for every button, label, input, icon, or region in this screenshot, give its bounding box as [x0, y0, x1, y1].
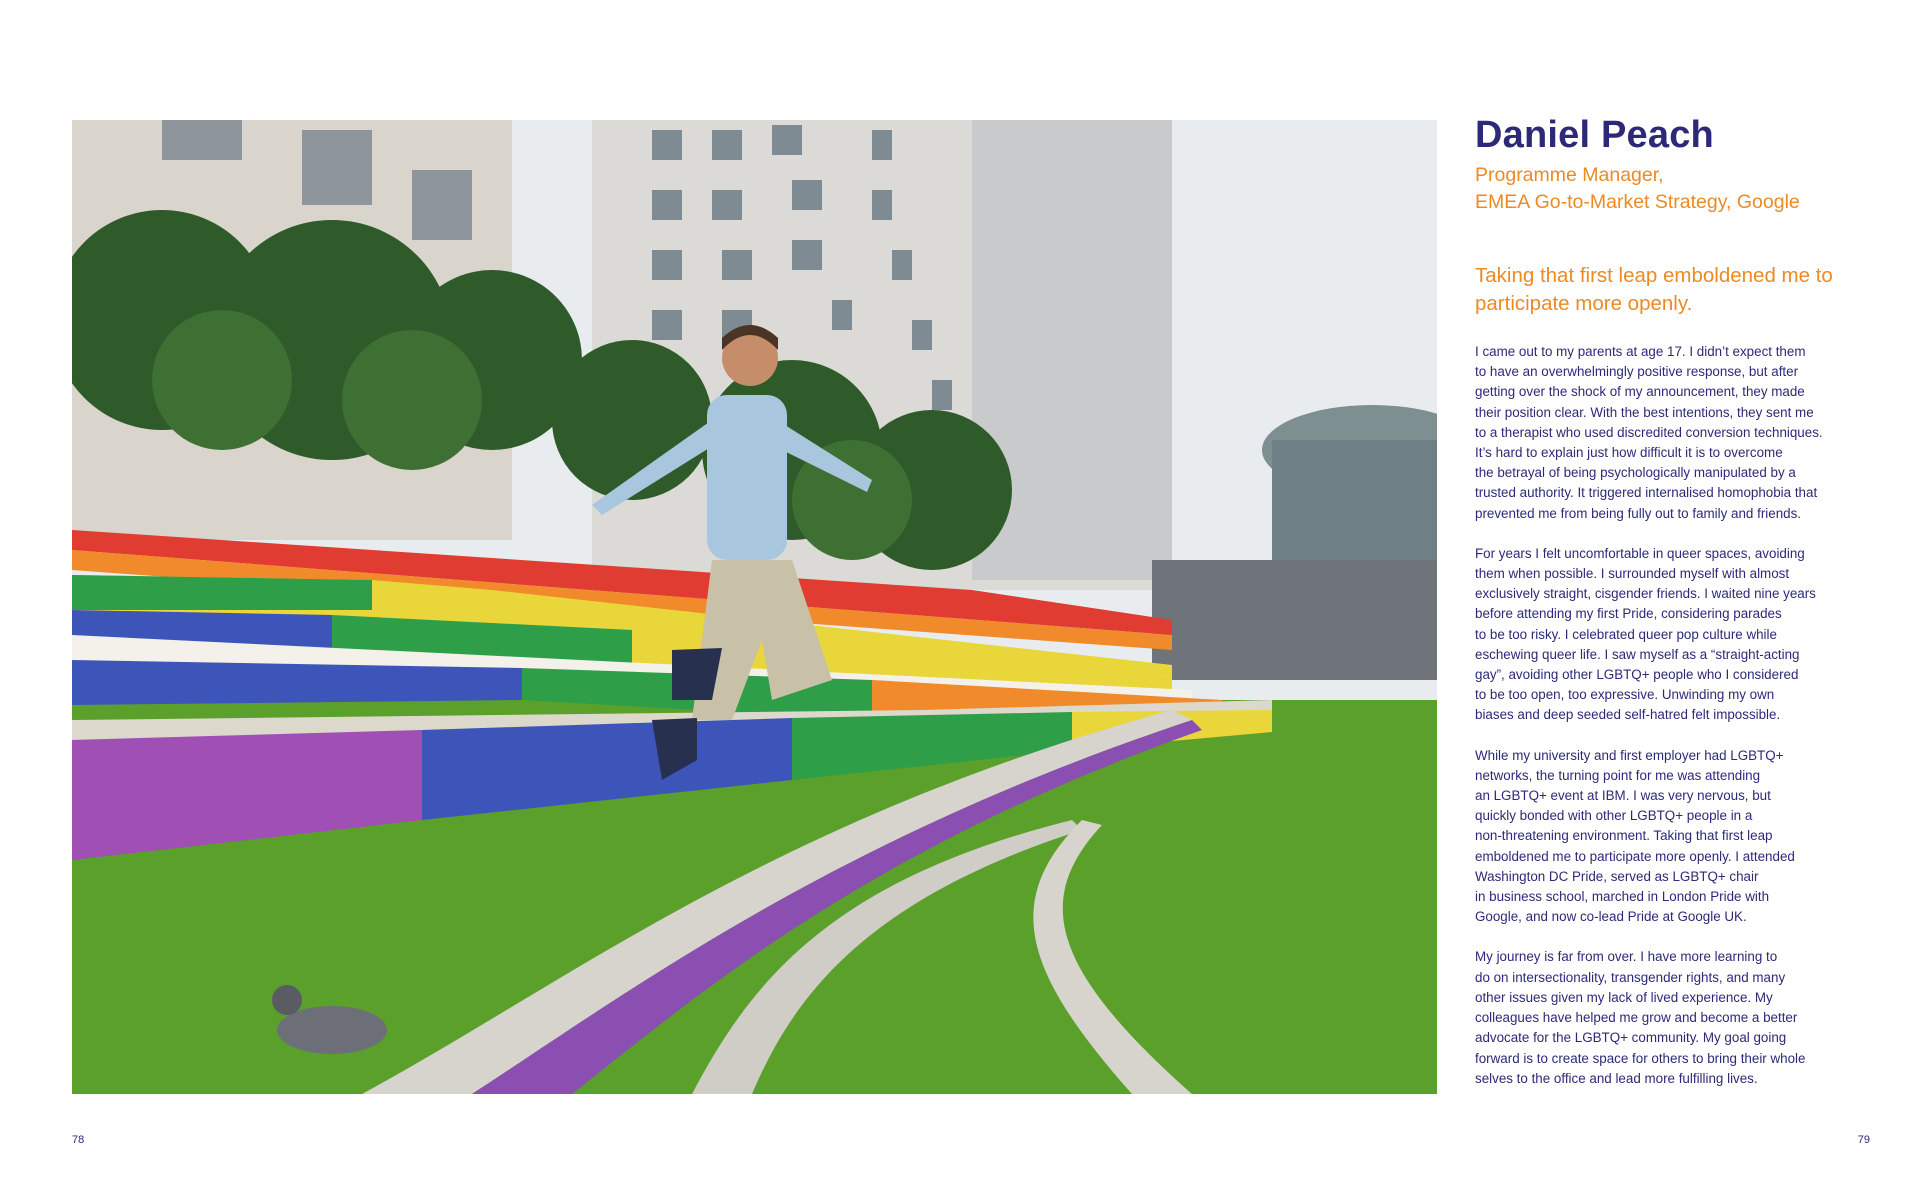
- photo-illustration: [72, 120, 1437, 1094]
- role-line: EMEA Go-to-Market Strategy, Google: [1475, 191, 1800, 213]
- body-line: emboldened me to participate more openly. I attended: [1475, 848, 1795, 864]
- body-paragraph: [1475, 947, 1895, 1088]
- body-line: getting over the shock of my announcement, they made: [1475, 384, 1805, 400]
- body-line: them when possible. I surrounded myself with almost: [1475, 566, 1790, 582]
- body-line: quickly bonded with other LGBTQ+ people in a: [1475, 808, 1753, 824]
- body-line: prevented me from being fully out to family and friends.: [1475, 505, 1802, 521]
- body-line: Google, and now co-lead Pride at Google UK.: [1475, 909, 1747, 925]
- page-number-right: 79: [1857, 1134, 1870, 1146]
- body-line: My journey is far from over. I have more learning to: [1475, 949, 1778, 965]
- body-paragraph: [1475, 746, 1895, 928]
- body-line: to be too risky. I celebrated queer pop culture while: [1475, 626, 1777, 642]
- pull-quote-line: participate more openly.: [1475, 292, 1693, 315]
- body-line: For years I felt uncomfortable in queer spaces, avoiding: [1475, 545, 1805, 561]
- body-line: colleagues have helped me grow and become a better: [1475, 1010, 1798, 1026]
- body-line: to be too open, too expressive. Unwinding my own: [1475, 687, 1775, 703]
- profile-name: Daniel Peach: [1475, 114, 1714, 156]
- body-line: gay”, avoiding other LGBTQ+ people who I considered: [1475, 667, 1799, 683]
- profile-role: [1475, 162, 1895, 216]
- body-line: their position clear. With the best intentions, they sent me: [1475, 404, 1814, 420]
- body-line: to a therapist who used discredited conversion techniques.: [1475, 424, 1823, 440]
- body-line: I came out to my parents at age 17. I didn’t expect them: [1475, 344, 1806, 359]
- body-paragraph: [1475, 544, 1895, 726]
- body-line: to have an overwhelmingly positive response, but after: [1475, 364, 1799, 380]
- body-line: eschewing queer life. I saw myself as a “straight-acting: [1475, 646, 1800, 662]
- body-line: other issues given my lack of lived experience. My: [1475, 989, 1773, 1005]
- body-line: before attending my first Pride, considering parades: [1475, 606, 1782, 622]
- body-line: biases and deep seeded self-hatred felt impossible.: [1475, 707, 1781, 723]
- body-line: advocate for the LGBTQ+ community. My goal going: [1475, 1030, 1787, 1046]
- body-line: exclusively straight, cisgender friends. I waited nine years: [1475, 586, 1816, 602]
- body-line: While my university and first employer had LGBTQ+: [1475, 747, 1784, 763]
- body-line: trusted authority. It triggered internalised homophobia that: [1475, 485, 1818, 501]
- body-line: non-threatening environment. Taking that first leap: [1475, 828, 1773, 844]
- body-line: do on intersectionality, transgender rights, and many: [1475, 969, 1786, 985]
- body-line: Washington DC Pride, served as LGBTQ+ chair: [1475, 868, 1759, 884]
- role-line: Programme Manager,: [1475, 164, 1664, 186]
- portrait-photo: [72, 120, 1437, 1094]
- pull-quote: [1475, 262, 1895, 318]
- body-line: an LGBTQ+ event at IBM. I was very nervous, but: [1475, 788, 1771, 804]
- article-column: [1475, 112, 1895, 1109]
- pull-quote-line: Taking that first leap emboldened me to: [1475, 264, 1833, 287]
- body-line: It’s hard to explain just how difficult it is to overcome: [1475, 445, 1783, 461]
- body-line: selves to the office and lead more fulfilling lives.: [1475, 1070, 1758, 1086]
- body-paragraph: [1475, 342, 1895, 524]
- body-line: in business school, marched in London Pride with: [1475, 889, 1770, 905]
- body-line: the betrayal of being psychologically manipulated by a: [1475, 465, 1796, 481]
- page-number-left: 78: [72, 1134, 85, 1146]
- body-line: forward is to create space for others to bring their whole: [1475, 1050, 1806, 1066]
- body-line: networks, the turning point for me was attending: [1475, 767, 1761, 783]
- article-body: [1475, 342, 1895, 1089]
